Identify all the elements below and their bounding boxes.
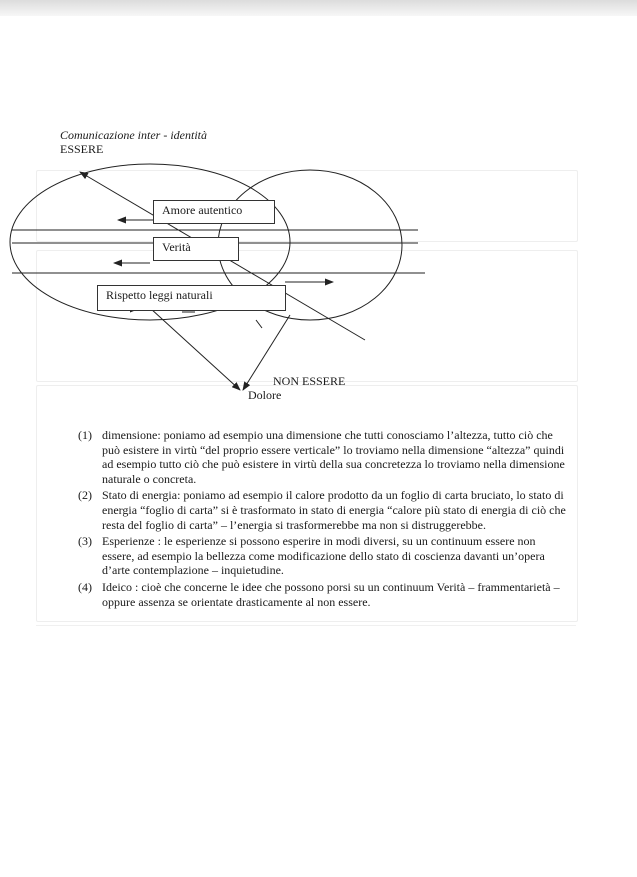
scan-top-edge [0,0,637,16]
label-verita: Verità [153,237,239,261]
label-rispetto-leggi-naturali: Rispetto leggi naturali [97,285,286,311]
label-dolore: Dolore [248,388,282,402]
document-subtitle: Comunicazione inter - identità [60,128,207,142]
item-number: (3) [78,534,92,549]
list-item [78,534,570,578]
item-text: Stato di energia: poniamo ad esempio il calore prodotto da un foglio di carta bruciato, lo stato di energia “foglio di carta” si è trasformato in stato di energia “calore più stato di energia di ciò che resta del foglio di carta” – l’energia si trasformerebbe ma non si distruggerebbe. [102,488,566,532]
list-item [78,580,570,609]
diagram-lines [0,160,637,410]
item-text: Esperienze : le esperienze si possono esperire in modi diversi, su un continuum essere non essere, ad esempio la bellezza come modificazione dello stato di coscienza davanti un’opera d’arte contemplazione – inquietudine. [102,534,545,578]
label-non-essere: NON ESSERE [273,374,346,388]
arrow-to-dolore [150,308,240,390]
item-number: (2) [78,488,92,503]
definitions-list [78,428,570,611]
list-item [78,428,570,486]
show-through-line [36,625,576,626]
heading [60,128,207,156]
item-text: dimensione: poniamo ad esempio una dimensione che tutti conosciamo l’altezza, tutto ciò che può esistere in virtù “del proprio essere verticale” lo troviamo nella dimensione “altezza” quindi ad esempio tutto ciò che può esistere in virtù della sua concretezza lo troviamo nella dimensione naturale o concreta. [102,428,565,486]
item-number: (1) [78,428,92,442]
item-text: Ideico : cioè che concerne le idee che possono porsi su un continuum Verità – frammentarietà – oppure assenza se orientate drasticamente al non essere. [102,579,560,609]
essere-diagram [0,160,637,410]
list-item [78,488,570,532]
arrow-from-box [256,320,262,328]
label-amore-autentico: Amore autentico [153,200,275,224]
document-title: ESSERE [60,142,104,156]
item-number: (4) [78,579,92,594]
